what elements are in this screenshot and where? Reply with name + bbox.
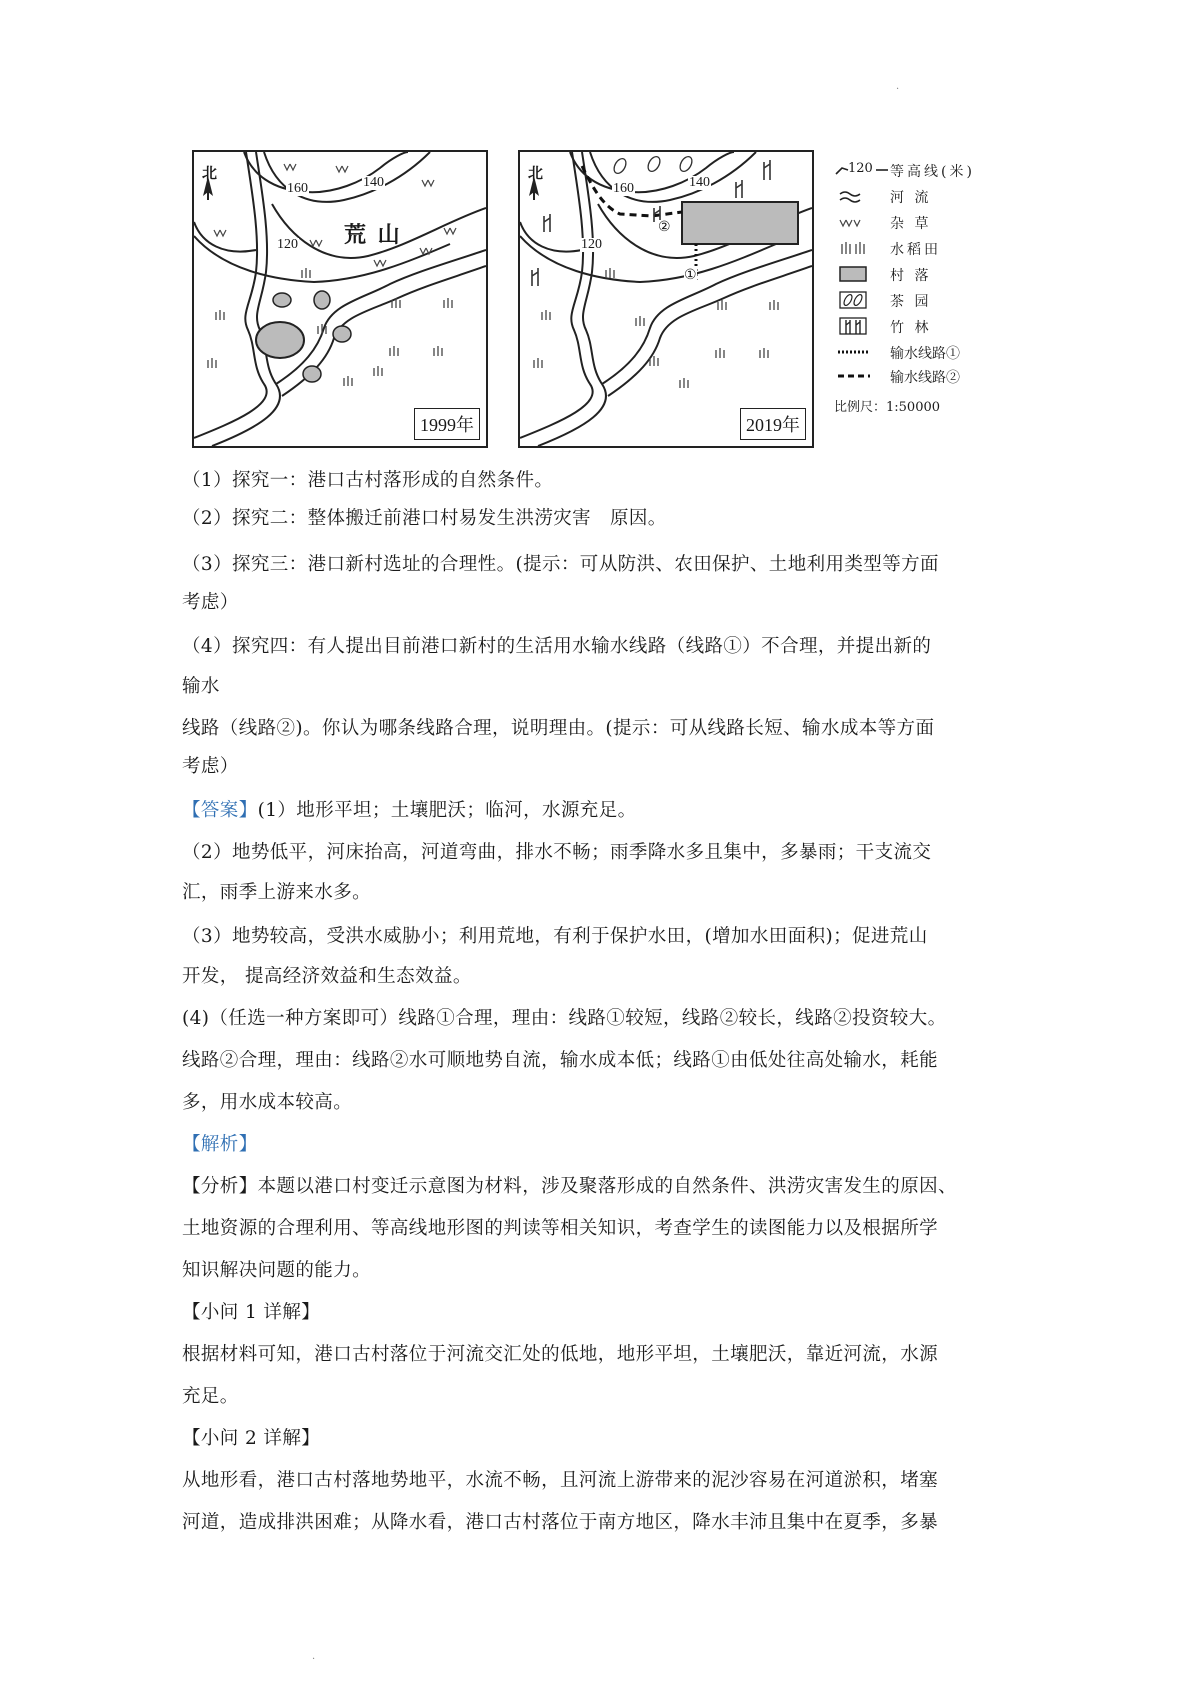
new-village-icon (682, 202, 798, 244)
legend-village (834, 264, 994, 284)
answer-3-cont: 开发， 提高经济效益和生态效益。 (182, 966, 472, 987)
answer-4-cont-2: 多，用水成本较高。 (182, 1092, 353, 1113)
paddy-icon (534, 268, 778, 388)
scan-dot: · (896, 84, 900, 95)
answer-2: （2）地势低平，河床抬高，河道弯曲，排水不畅；雨季降水多且集中，多暴雨；干支流交 (182, 842, 932, 863)
legend-river (834, 186, 994, 206)
paddy-icon (208, 268, 452, 386)
legend-label: 水稻田 (890, 242, 941, 258)
question-4-cont: 输水 (182, 676, 220, 697)
legend-label: 杂 草 (890, 216, 932, 232)
route-2-mark: ② (658, 219, 671, 235)
map-year-2019: 2019年 (740, 408, 806, 440)
route-1-mark: ① (684, 267, 697, 283)
north-label: 北 (528, 164, 544, 182)
route-1-icon (834, 342, 890, 362)
contour-label-160: 160 (287, 181, 308, 196)
tea-garden-icon (834, 290, 890, 310)
answer-4-cont: 线路②合理，理由：线路②水可顺地势自流，输水成本低；线路①由低处往高处输水，耗能 (182, 1050, 939, 1071)
question-3: （3）探究三：港口新村选址的合理性。(提示：可从防洪、农田保护、土地利用类型等方面 (182, 554, 939, 575)
village-change-figure (192, 150, 974, 448)
contour-label-160: 160 (613, 181, 634, 196)
legend-paddy (834, 238, 994, 258)
map-1999 (192, 150, 488, 448)
analysis-para-3: 知识解决问题的能力。 (182, 1260, 372, 1281)
legend-contour (834, 160, 994, 180)
legend-bamboo (834, 316, 994, 336)
legend-route-1 (834, 342, 994, 362)
question-4-cont-2: 线路（线路②)。你认为哪条线路合理，说明理由。(提示：可从线路长短、输水成本等方面 (182, 718, 935, 739)
contour-label-120: 120 (581, 237, 602, 252)
map-1999-drawing (194, 152, 486, 446)
legend-label: 河 流 (890, 190, 932, 206)
bamboo-icon (834, 316, 890, 336)
question-1: （1）探究一：港口古村落形成的自然条件。 (182, 470, 554, 491)
legend-label: 竹 林 (890, 320, 932, 336)
legend-route-2 (834, 366, 994, 386)
map-scale: 比例尺：1:50000 (834, 400, 941, 415)
river-icon (834, 186, 890, 206)
contour-label-120: 120 (277, 237, 298, 252)
analysis-para-1: 【分析】本题以港口村变迁示意图为材料，涉及聚落形成的自然条件、洪涝灾害发生的原因、 (182, 1176, 957, 1197)
answer-line-1 (182, 796, 637, 822)
answer-tag: 【答案】 (182, 800, 258, 821)
subquestion-2-title: 【小问 2 详解】 (182, 1428, 321, 1449)
paddy-icon (834, 238, 890, 258)
answer-1: (1）地形平坦；土壤肥沃；临河，水源充足。 (257, 800, 637, 821)
contour-label-140: 140 (363, 175, 384, 190)
grass-icon (834, 212, 890, 232)
subquestion-2-text-cont: 河道，造成排洪困难；从降水看，港口古村落位于南方地区，降水丰沛且集中在夏季，多暴 (182, 1512, 939, 1533)
legend-grass (834, 212, 994, 232)
analysis-tag: 【解析】 (182, 1134, 258, 1155)
answer-2-cont: 汇，雨季上游来水多。 (182, 882, 372, 903)
subquestion-1-text-cont: 充足。 (182, 1386, 239, 1407)
subquestion-1-title: 【小问 1 详解】 (182, 1302, 321, 1323)
village-icon (834, 264, 890, 284)
tea-garden-icon (612, 155, 695, 176)
legend-tea (834, 290, 994, 310)
legend-label: 输水线路② (890, 370, 960, 386)
legend-label: 茶 园 (890, 294, 932, 310)
village-icon (256, 291, 351, 382)
answer-3: （3）地势较高，受洪水威胁小；利用荒地，有利于保护水田，(增加水田面积)；促进荒山 (182, 926, 928, 947)
legend-label: 等高线(米) (890, 164, 975, 180)
map-year-1999: 1999年 (414, 408, 480, 440)
legend-label: 输水线路① (890, 346, 960, 362)
map-2019 (518, 150, 814, 448)
subquestion-1-text: 根据材料可知，港口古村落位于河流交汇处的低地，地形平坦，土壤肥沃，靠近河流，水源 (182, 1344, 939, 1365)
map-2019-drawing (520, 152, 812, 446)
scan-dot: · (312, 1654, 316, 1665)
barren-hill-label: 荒 山 (344, 222, 402, 248)
legend-contour-value: 120 (848, 161, 873, 176)
question-4: （4）探究四：有人提出目前港口新村的生活用水输水线路（线路①）不合理，并提出新的 (182, 636, 932, 657)
subquestion-2-text: 从地形看，港口古村落地势地平，水流不畅，且河流上游带来的泥沙容易在河道淤积，堵塞 (182, 1470, 939, 1491)
question-3-cont: 考虑） (182, 592, 239, 613)
route-2-icon (834, 366, 890, 386)
analysis-para-2: 土地资源的合理利用、等高线地形图的判读等相关知识，考查学生的读图能力以及根据所学 (182, 1218, 939, 1239)
legend-label: 村 落 (890, 268, 932, 284)
answer-4: (4)（任选一种方案即可）线路①合理，理由：线路①较短，线路②较长，线路②投资较大。 (182, 1008, 947, 1029)
contour-label-140: 140 (689, 175, 710, 190)
question-2: （2）探究二：整体搬迁前港口村易发生洪涝灾害 原因。 (182, 508, 667, 529)
question-4-cont-3: 考虑） (182, 756, 239, 777)
north-label: 北 (202, 164, 218, 182)
